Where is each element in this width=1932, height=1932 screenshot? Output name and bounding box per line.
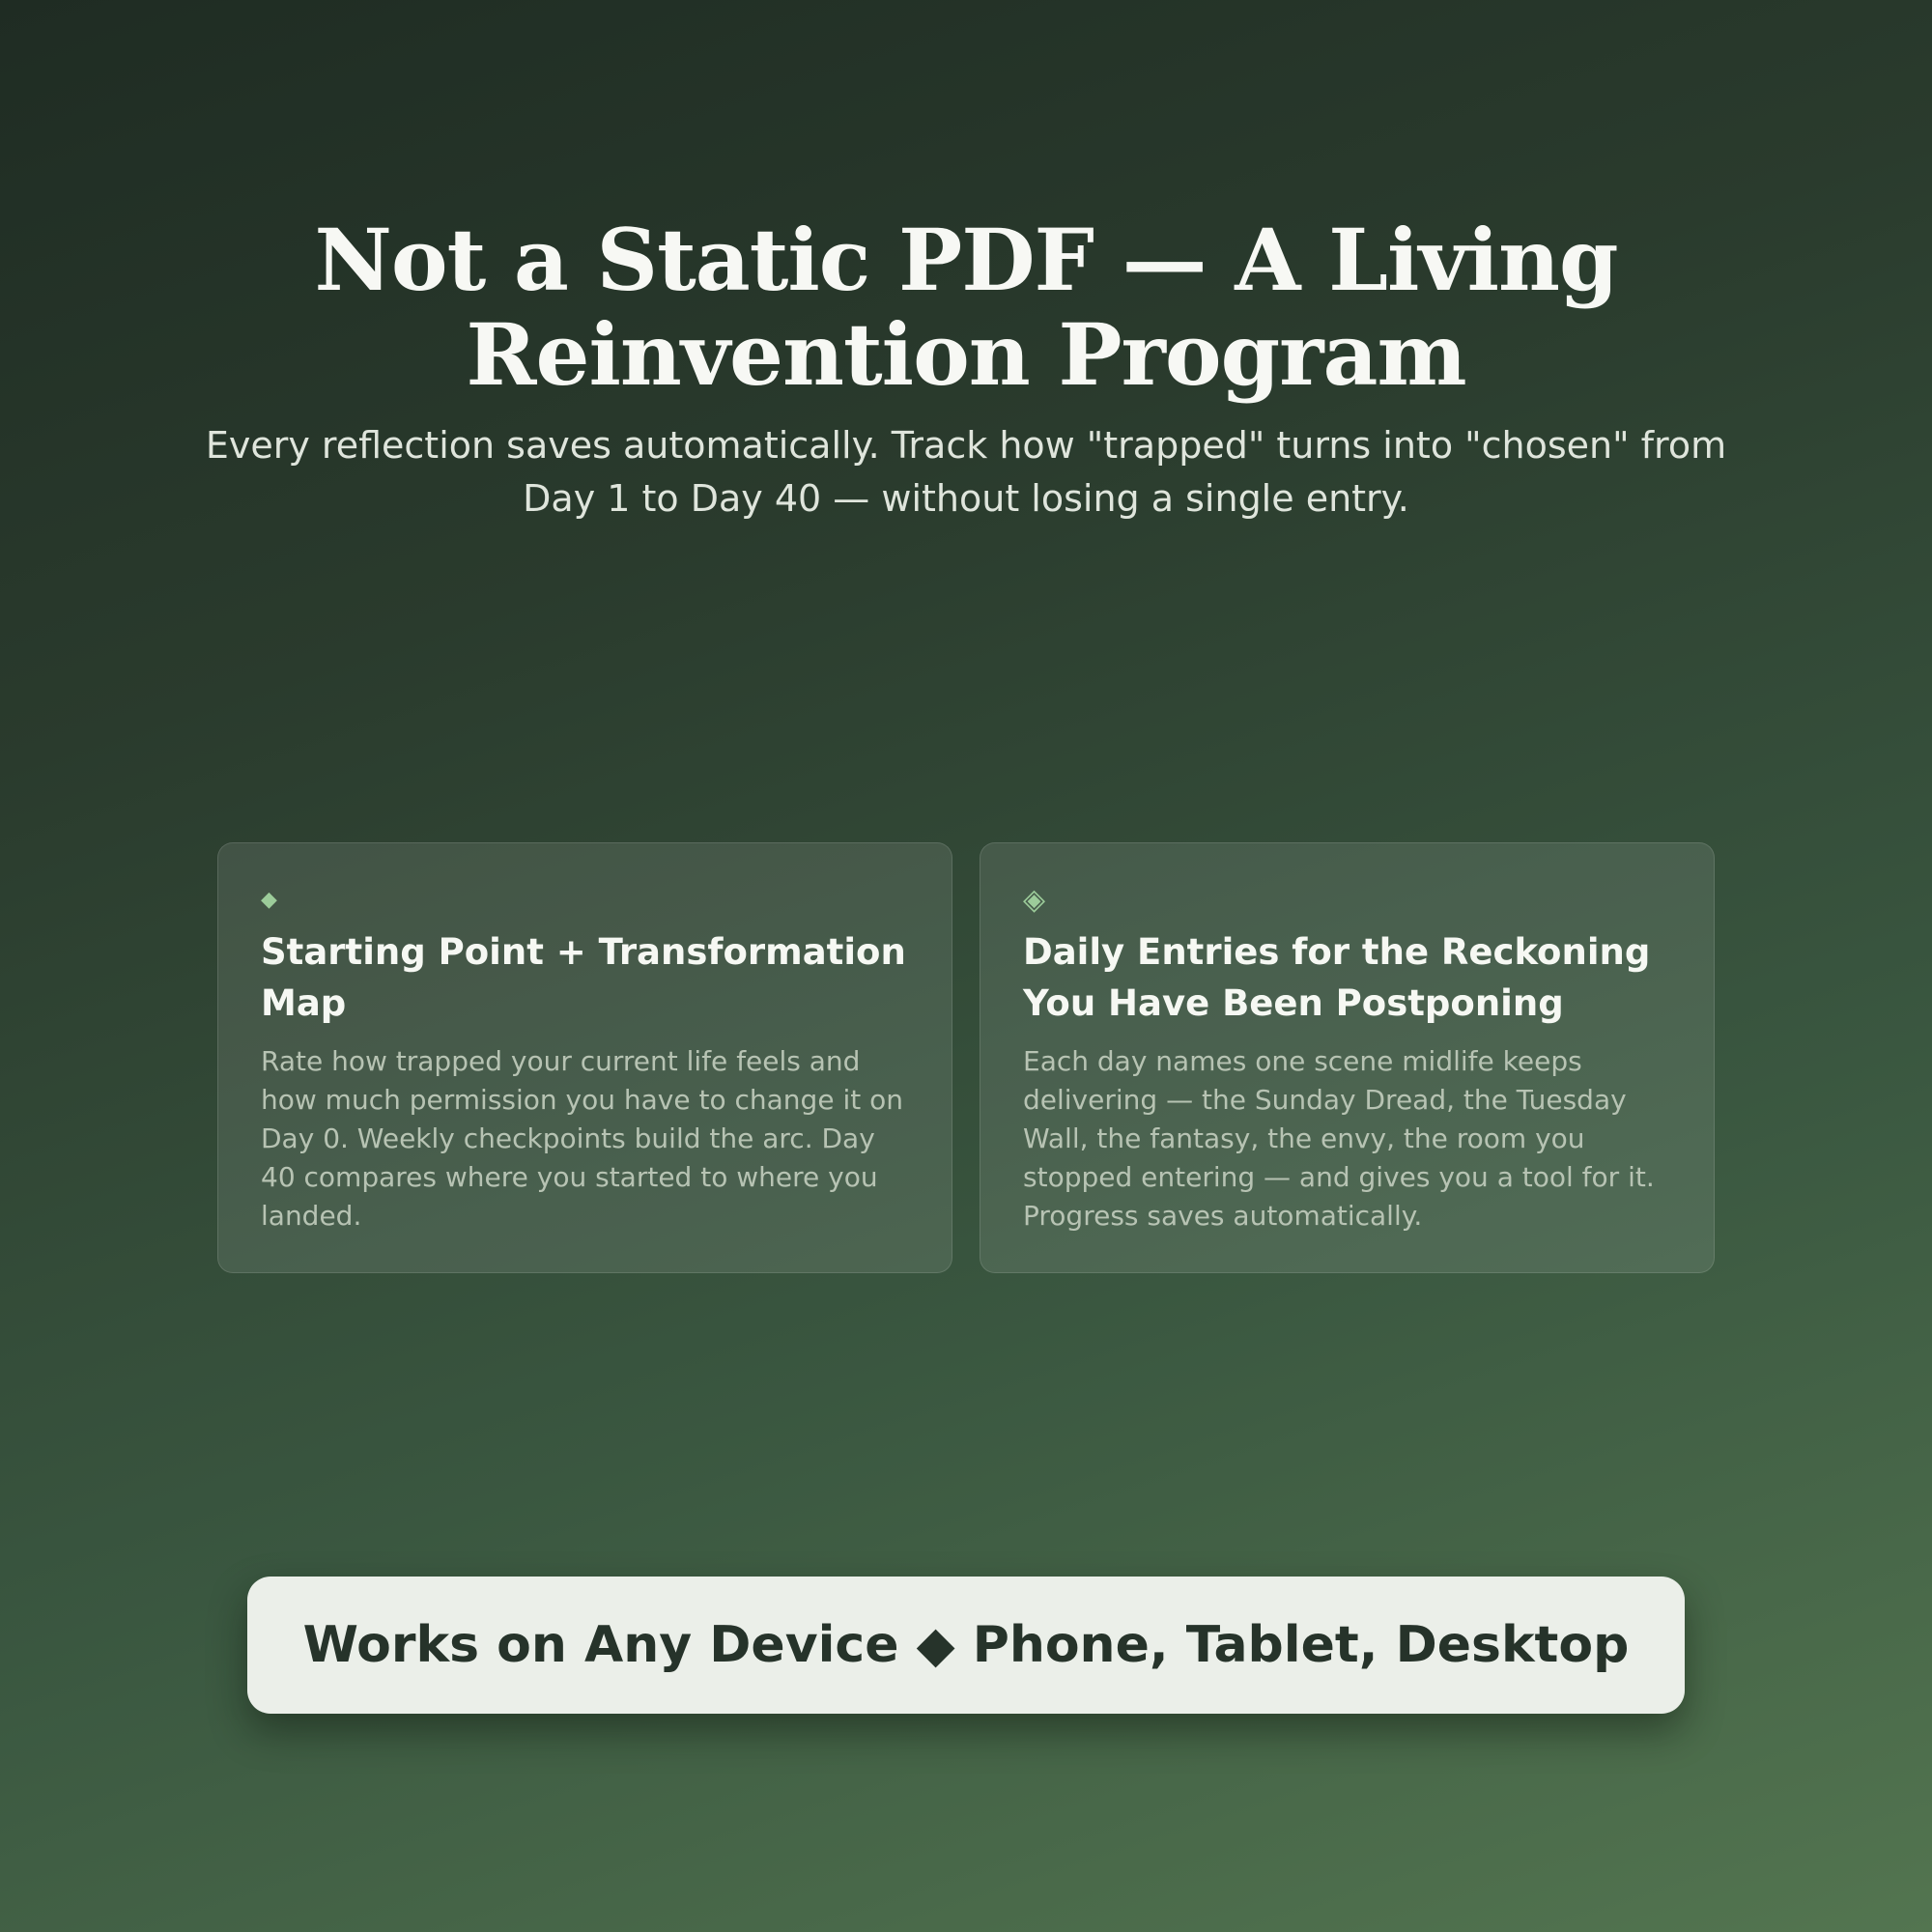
card-title: Starting Point + Transformation Map <box>261 931 906 1024</box>
diamond-outline-icon: ◈ <box>1023 883 1046 917</box>
card-description: Rate how trapped your current life feels and how much permission you have to change it on Day 0. Weekly checkpoints build the arc. Day 40 compares where you started to where you landed. <box>261 1045 903 1232</box>
card-title: Daily Entries for the Reckoning You Have Been Postponing <box>1023 931 1651 1024</box>
card-description: Each day names one scene midlife keeps delivering — the Sunday Dread, the Tuesday Wall, the fantasy, the envy, the room you stopped entering — and gives you a tool for it. Progress saves automatically. <box>1023 1045 1655 1232</box>
feature-card-transformation-map <box>217 842 952 1273</box>
feature-cards <box>217 842 1715 1273</box>
diamond-icon: ◆ <box>261 888 277 912</box>
banner-text: Works on Any Device ◆ Phone, Tablet, Desktop <box>302 1616 1630 1674</box>
device-compatibility-banner <box>247 1577 1685 1714</box>
hero-section <box>193 210 1739 526</box>
page-title: Not a Static PDF — A Living Reinvention Program <box>314 210 1618 405</box>
page-subtitle: Every reflection saves automatically. Track how "trapped" turns into "chosen" from Day 1 to Day 40 — without losing a single entry. <box>205 424 1727 520</box>
feature-card-daily-entries <box>980 842 1715 1273</box>
